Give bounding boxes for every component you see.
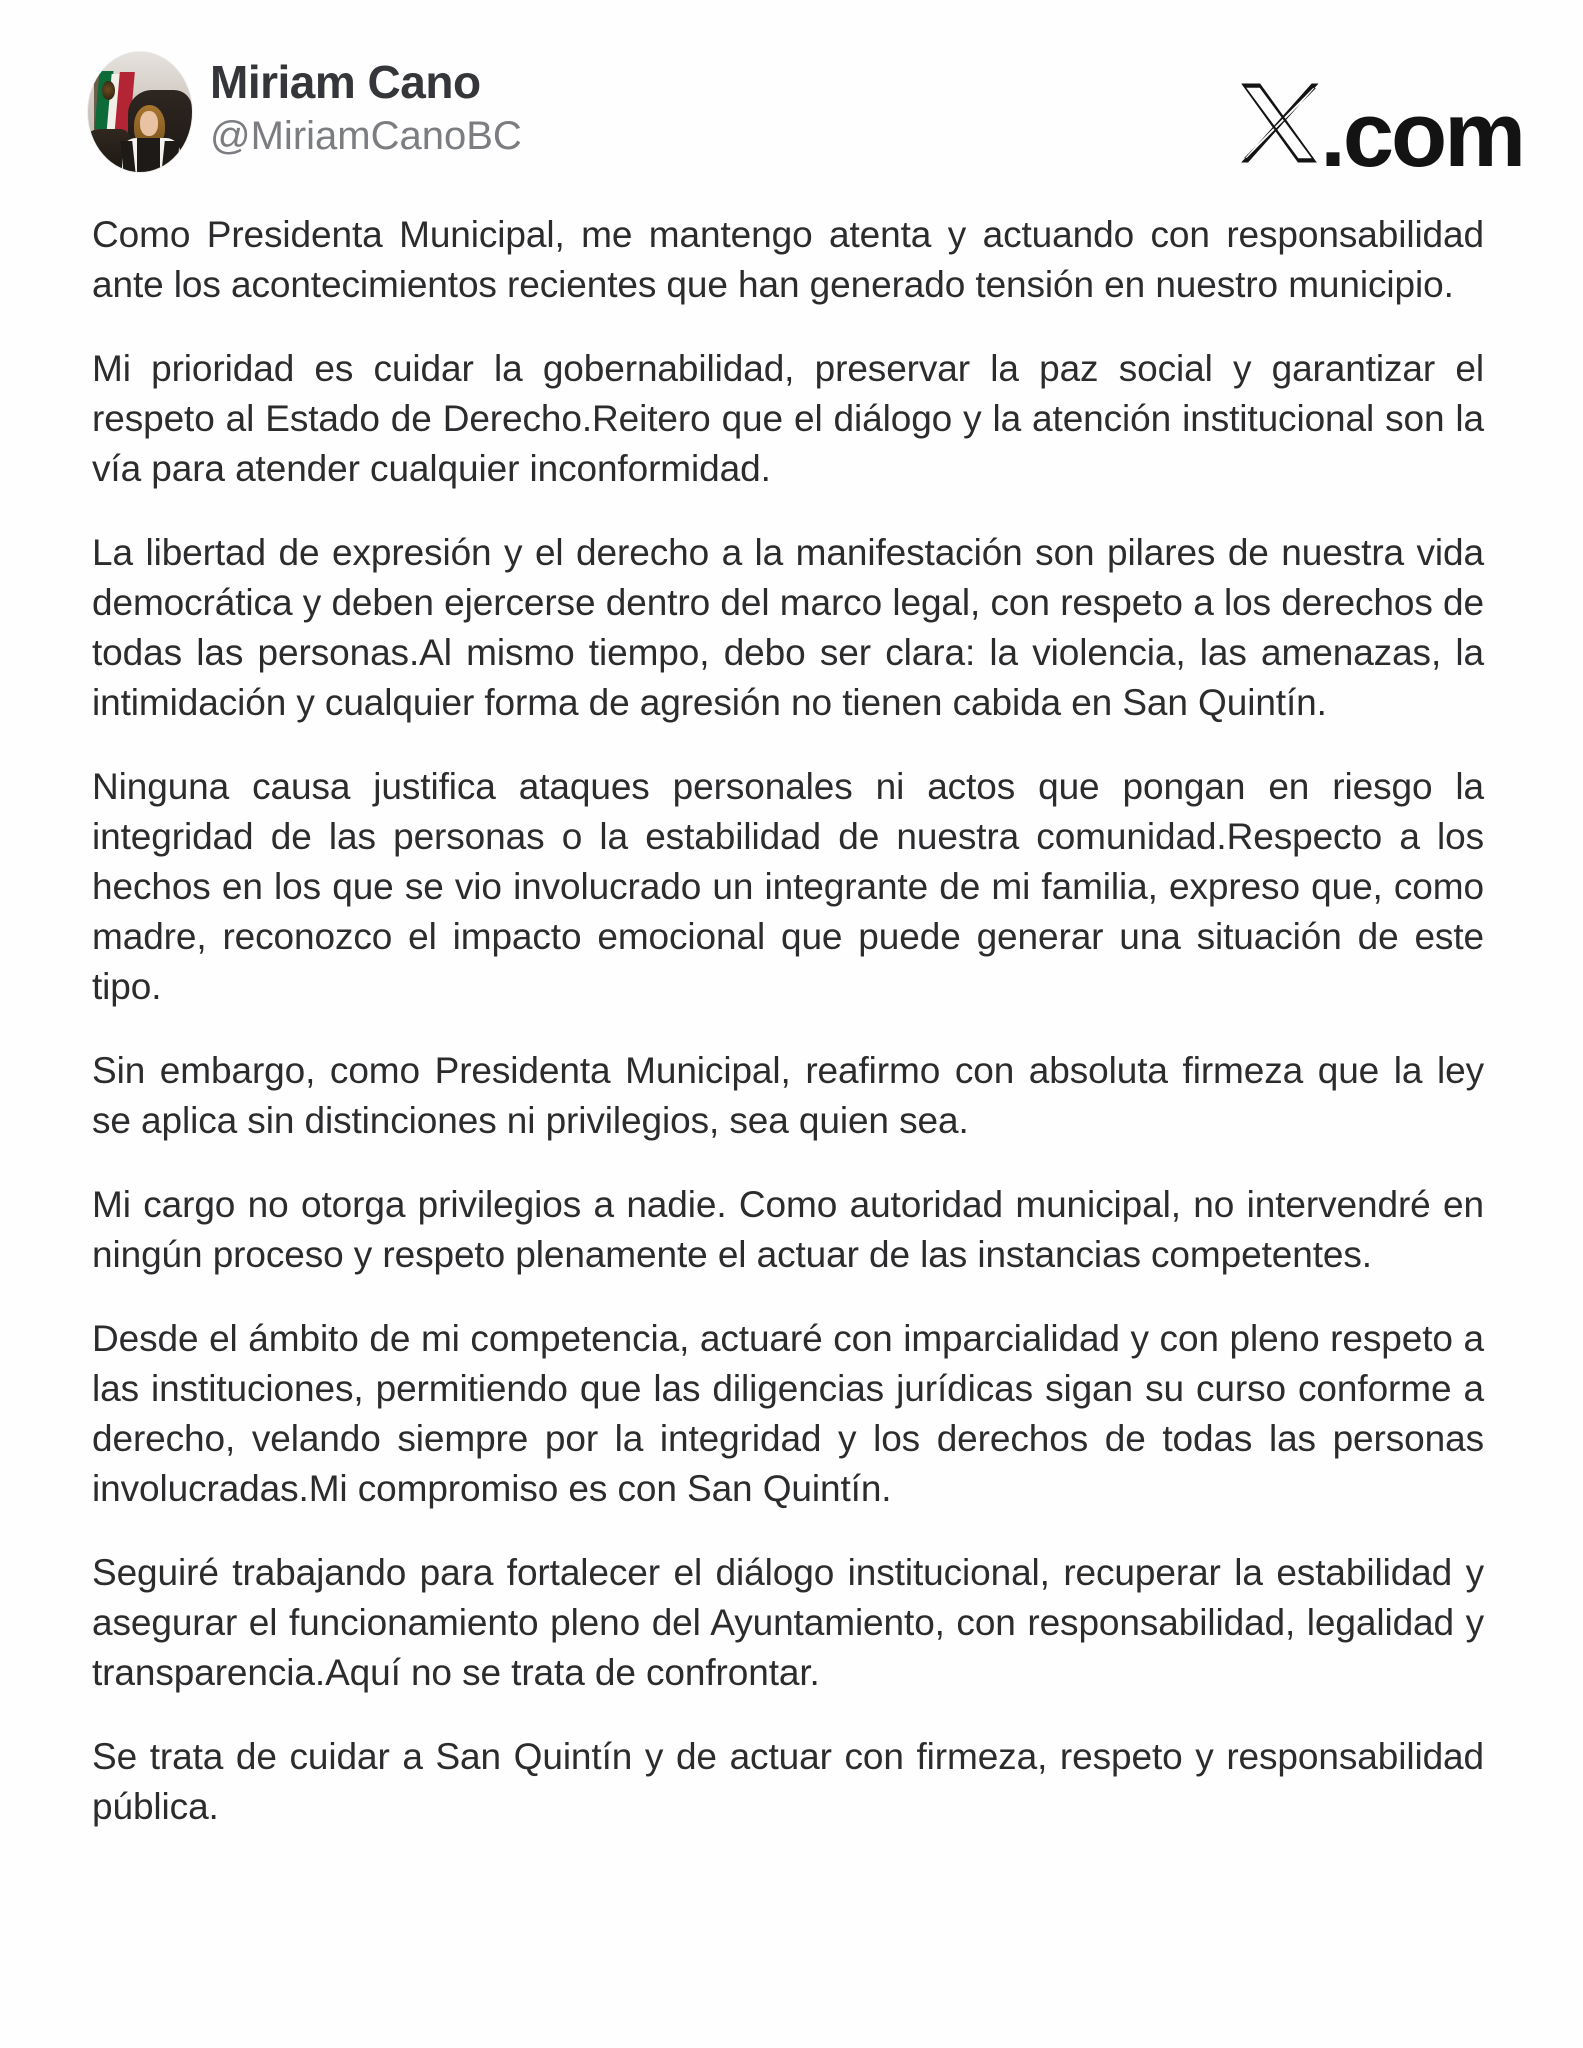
post-paragraph: Desde el ámbito de mi competencia, actuaré con imparcialidad y con pleno respeto a las instituciones, permitiendo que las diligencias jurídicas sigan su curso conforme a derecho, velando siempre por la integridad y los derechos de todas las personas involucradas.Mi compromiso es con San Quintín. — [92, 1318, 1484, 1509]
post-paragraph: Mi prioridad es cuidar la gobernabilidad, preservar la paz social y garantizar el respeto al Estado de Derecho.Reitero que el diálogo y la atención institucional son la vía para atender cualquier inconformidad. — [92, 348, 1484, 489]
post-paragraph: La libertad de expresión y el derecho a la manifestación son pilares de nuestra vida democrática y deben ejercerse dentro del marco legal, con respeto a los derechos de todas las personas.Al mismo tiempo, debo ser clara: la violencia, las amenazas, la intimidación y cualquier forma de agresión no tienen cabida en San Quintín. — [92, 532, 1484, 723]
avatar-vest-center — [137, 138, 160, 172]
avatar-flag-emblem — [102, 81, 116, 100]
post-paragraph: Ninguna causa justifica ataques personales ni actos que pongan en riesgo la integridad de las personas o la estabilidad de nuestra comunidad.Respecto a los hechos en los que se vio involucrado un integrante de mi familia, expreso que, como madre, reconozco el impacto emocional que puede generar una situación de este tipo. — [92, 766, 1484, 1007]
avatar-face — [140, 111, 158, 136]
post-body — [92, 210, 1484, 1832]
post-paragraph: Como Presidenta Municipal, me mantengo atenta y actuando con responsabilidad ante los acontecimientos recientes que han generado tensión en nuestro municipio. — [92, 214, 1484, 305]
author-handle[interactable]: @MiriamCanoBC — [210, 114, 522, 158]
x-logo-icon — [1236, 80, 1322, 166]
author-text-block — [210, 52, 522, 160]
author-display-name[interactable]: Miriam Cano — [210, 56, 481, 108]
post-header — [0, 0, 1583, 200]
avatar[interactable] — [88, 52, 192, 172]
post-paragraph: Seguiré trabajando para fortalecer el diálogo institucional, recuperar la estabilidad y asegurar el funcionamiento pleno del Ayuntamiento, con responsabilidad, legalidad y transparencia.Aquí no se trata de confrontar. — [92, 1552, 1484, 1693]
post-paragraph: Sin embargo, como Presidenta Municipal, reafirmo con absoluta firmeza que la ley se aplica sin distinciones ni privilegios, sea quien sea. — [92, 1050, 1484, 1141]
brand-dotcom-label: .com — [1320, 84, 1523, 186]
avatar-vest-right — [161, 141, 179, 172]
author-block[interactable] — [88, 52, 522, 172]
post-paragraph: Mi cargo no otorga privilegios a nadie. Como autoridad municipal, no intervendré en ningún proceso y respeto plenamente el actuar de las instancias competentes. — [92, 1184, 1484, 1275]
post-paragraph: Se trata de cuidar a San Quintín y de actuar con firmeza, respeto y responsabilidad pública. — [92, 1736, 1484, 1827]
x-com-brand[interactable] — [1236, 68, 1523, 186]
